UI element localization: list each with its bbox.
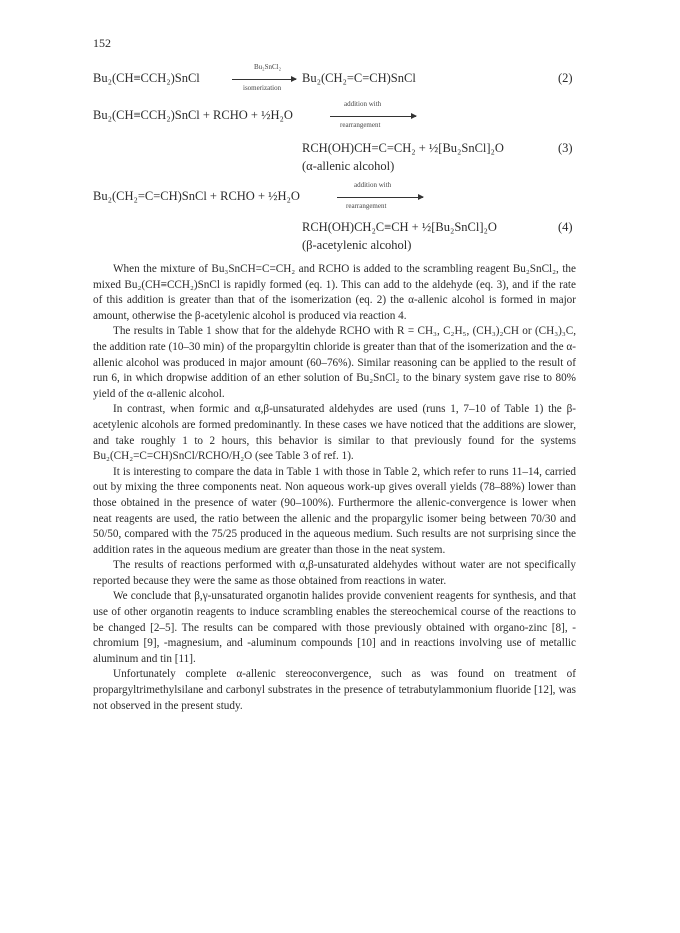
eq2-number: (2): [558, 71, 573, 85]
eq2-product: Bu₂(CH₂=C=CH)SnCl: [302, 71, 416, 85]
eq4-product-label: (β-acetylenic alcohol): [302, 238, 412, 252]
eq3-product-label: (α-allenic alcohol): [302, 159, 395, 173]
paragraph: The results in Table 1 show that for the aldehyde RCHO with R = CH₃, C₂H₅, (CH₃)₂CH or (CH₃)₃C, the addition rate (10–30 min) of the propargyltin chloride is greater than that of the isomerization and the α-allenic alcohol was produced in major amount (60–76%). Similar reasoning can be applied to the result of run 6, in which dropwise addition of an ether solution of Bu₂SnCl₂ to the binary system gave rise to 80% yield of the α-allenic alcohol.: [93, 325, 576, 400]
eq2-condition: isomerization: [243, 84, 282, 92]
eq3-reactants: Bu₂(CH≡CCH₂)SnCl + RCHO + ½H₂O: [93, 108, 293, 122]
eq2-arrow: [232, 79, 296, 80]
eq4-arrow: [337, 197, 423, 198]
paragraph: In contrast, when formic and α,β-unsaturated aldehydes are used (runs 1, 7–10 of Table 1) the β-acetylenic alcohols are formed predominantly. In these cases we have noticed that the additions are slower, and take roughly 1 to 2 hours, this behavior is similar to that previously found for the systems Bu₂(CH₂=C=CH)SnCl/RCHO/H₂O (see Table 3 of ref. 1).: [93, 403, 576, 463]
paragraph: We conclude that β,γ-unsaturated organotin halides provide convenient reagents for synthesis, and that use of other organotin reagents to induce scrambling enables the stereochemical course of the reactions to be changed [2–5]. The results can be compared with those previously obtained with organo-zinc [8], -chromium [9], -magnesium, and -aluminum compounds [10] and in reactions involving use of metallic aluminum and tin [11].: [93, 590, 576, 665]
page-number: 152: [93, 36, 111, 50]
paragraph: The results of reactions performed with α,β-unsaturated aldehydes without water are not specifically reported because they were the same as those obtained from reactions in water.: [93, 559, 576, 587]
eq3-below-arrow: rearrangement: [340, 121, 381, 129]
eq3-number: (3): [558, 141, 573, 155]
paragraph: Unfortunately complete α-allenic stereoconvergence, such as was found on treatment of propargyltrimethylsilane and carbonyl substrates in the presence of tetrabutylammonium fluoride [12], was not observed in the present study.: [93, 668, 576, 712]
eq4-above-arrow: addition with: [354, 181, 392, 189]
paragraph: When the mixture of Bu₃SnCH=C=CH₂ and RCHO is added to the scrambling reagent Bu₂SnCl₂, the mixed Bu₂(CH≡CCH₂)SnCl is rapidly formed (eq. 1). This can add to the aldehyde (eq. 3), and if the rate of this addition is greater than that of the isomerization (eq. 2) the α-allenic alcohol is formed in major amount, otherwise the β-acetylenic alcohol is produced via reaction 4.: [93, 263, 576, 322]
eq4-product: RCH(OH)CH₂C≡CH + ½[Bu₂SnCl]₂O: [302, 220, 497, 234]
eq4-below-arrow: rearrangement: [346, 202, 387, 210]
eq3-above-arrow: addition with: [344, 100, 382, 108]
eq4-reactants: Bu₂(CH₂=C=CH)SnCl + RCHO + ½H₂O: [93, 189, 300, 203]
eq3-arrow: [330, 116, 416, 117]
eq2-reagent: Bu₂SnCl₂: [254, 63, 282, 71]
eq2-reactant: Bu₂(CH≡CCH₂)SnCl: [93, 71, 200, 85]
eq3-product: RCH(OH)CH=C=CH₂ + ½[Bu₂SnCl]₂O: [302, 141, 504, 155]
paragraph: It is interesting to compare the data in Table 1 with those in Table 2, which refer to runs 11–14, carried out by mixing the three components neat. Non aqueous work-up gives overall yields (78–88%) lower than those obtained in the presence of water (90–100%). Furthermore the allenic-convergence is lower when neat reagents are used, the ratio between the allenic and the propargylic isomer being between 70/30 and 50/50, compared with the 75/25 produced in the aqueous medium. Such results are not surprising since the addition rates in the aqueous medium are greater than those in the neat system.: [93, 465, 576, 556]
eq4-number: (4): [558, 220, 573, 234]
body-text: [93, 262, 576, 714]
